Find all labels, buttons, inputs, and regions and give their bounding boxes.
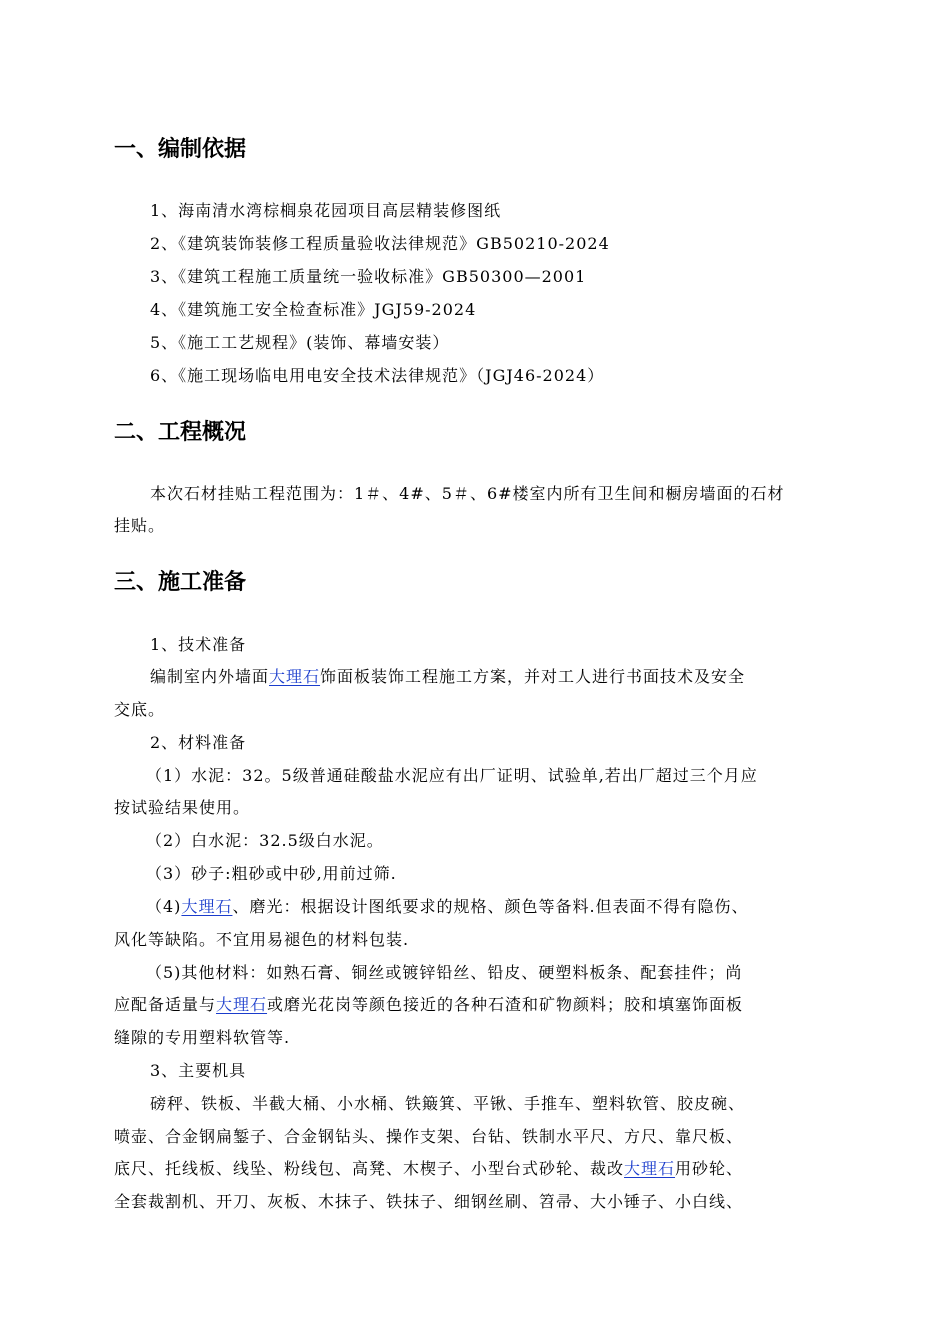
material-4-text-pre: （4) — [146, 897, 182, 916]
basis-item-3: 3、《建筑工程施工质量统一验收标准》GB50300—2001 — [150, 267, 587, 286]
tech-prep-line1 — [150, 666, 745, 688]
tools-line1: 磅秤、铁板、半截大桶、小水桶、铁簸箕、平锹、手推车、塑料软管、胶皮碗、 — [150, 1094, 746, 1113]
material-prep-title: 2、材料准备 — [150, 733, 247, 752]
basis-item-6: 6、《施工现场临电用电安全技术法律规范》（JGJ46-2024） — [150, 366, 605, 385]
tech-prep-line2: 交底。 — [114, 700, 166, 719]
material-1-line1: （1）水泥：32。5级普通硅酸盐水泥应有出厂证明、试验单,若出厂超过三个月应 — [146, 766, 758, 785]
material-4-line1 — [146, 896, 749, 918]
tools-title: 3、主要机具 — [150, 1061, 247, 1080]
tools-text-pre: 底尺、托线板、线坠、粉线包、高凳、木楔子、小型台式砂轮、裁改 — [114, 1159, 625, 1178]
tools-text-post: 用砂轮、 — [675, 1159, 744, 1178]
material-5-line2 — [114, 994, 743, 1016]
material-5-text-post: 或磨光花岗等颜色接近的各种石渣和矿物颜料；胶和填塞饰面板 — [267, 995, 744, 1014]
material-5-line3: 缝隙的专用塑料软管等. — [114, 1028, 291, 1047]
marble-link[interactable]: 大理石 — [624, 1159, 676, 1178]
basis-item-5: 5、《施工工艺规程》(装饰、幕墙安装） — [150, 333, 450, 352]
section-heading-basis: 一、编制依据 — [114, 137, 247, 162]
tech-prep-text-post: 饰面板装饰工程施工方案，并对工人进行书面技术及安全 — [320, 667, 746, 686]
basis-item-1: 1、海南清水湾棕榈泉花园项目高层精装修图纸 — [150, 201, 502, 220]
material-5-line1: （5)其他材料：如熟石膏、铜丝或镀锌铅丝、铅皮、硬塑料板条、配套挂件；尚 — [146, 963, 743, 982]
overview-paragraph-line1: 本次石材挂贴工程范围为：1＃、4#、5＃、6#楼室内所有卫生间和橱房墙面的石材 — [150, 484, 785, 503]
section-heading-preparation: 三、施工准备 — [114, 570, 247, 595]
material-5-text-pre: 应配备适量与 — [114, 995, 217, 1014]
marble-link[interactable]: 大理石 — [269, 667, 321, 686]
material-4-text-post: 、磨光：根据设计图纸要求的规格、颜色等备料.但表面不得有隐伤、 — [232, 897, 749, 916]
tech-prep-text-pre: 编制室内外墙面 — [150, 667, 270, 686]
material-1-line2: 按试验结果使用。 — [114, 798, 251, 817]
material-3: （3）砂子:粗砂或中砂,用前过筛. — [146, 864, 397, 883]
basis-item-4: 4、《建筑施工安全检查标准》JGJ59-2024 — [150, 300, 477, 319]
tools-line3 — [114, 1158, 743, 1180]
overview-paragraph-line2: 挂贴。 — [114, 516, 166, 535]
basis-item-2: 2、《建筑装饰装修工程质量验收法律规范》GB50210-2024 — [150, 234, 610, 253]
section-heading-overview: 二、工程概况 — [114, 420, 247, 445]
material-2: （2）白水泥：32.5级白水泥。 — [146, 831, 384, 850]
tech-prep-title: 1、技术准备 — [150, 635, 247, 654]
material-4-line2: 风化等缺陷。不宜用易褪色的材料包装. — [114, 930, 410, 949]
marble-link[interactable]: 大理石 — [181, 897, 233, 916]
tools-line2: 喷壶、合金钢扁錾子、合金钢钻头、操作支架、台钻、铁制水平尺、方尺、靠尺板、 — [114, 1127, 744, 1146]
marble-link[interactable]: 大理石 — [216, 995, 268, 1014]
tools-line4: 全套裁割机、开刀、灰板、木抹子、铁抹子、细钢丝刷、笤帚、大小锤子、小白线、 — [114, 1192, 744, 1211]
